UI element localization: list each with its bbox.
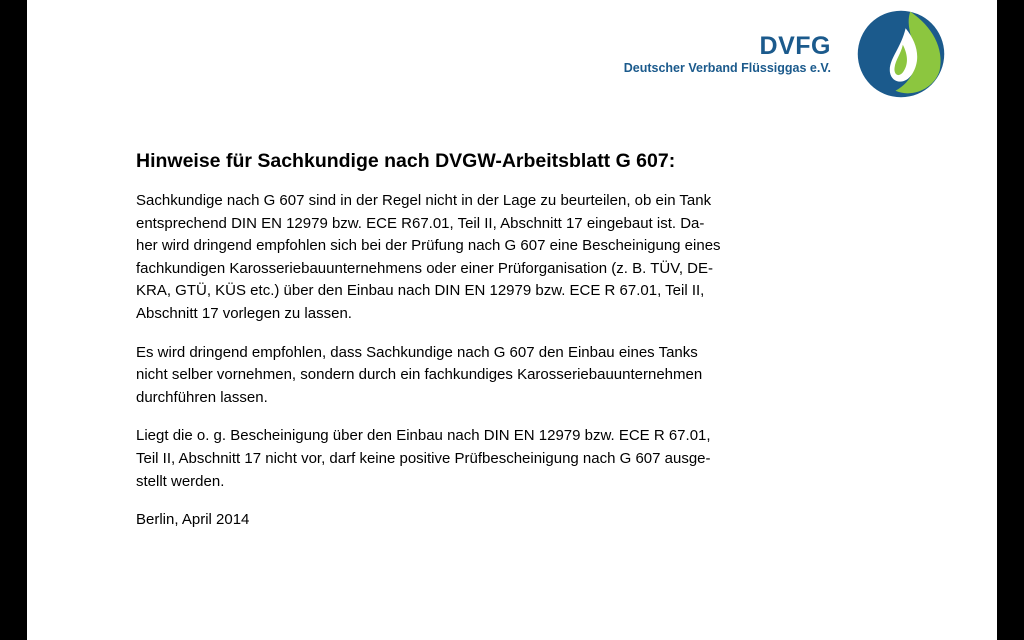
text-line: nicht selber vornehmen, sondern durch ein fachkundiges Karosseriebauunternehmen (136, 366, 703, 384)
text-line: Abschnitt 17 vorlegen zu lassen. (136, 304, 352, 322)
logo-acronym: DVFG (759, 32, 831, 60)
text-line: KRA, GTÜ, KÜS etc.) über den Einbau nach DIN EN 12979 bzw. ECE R 67.01, Teil II, (136, 282, 705, 300)
text-line: durchführen lassen. (136, 388, 268, 406)
dvfg-logo (623, 8, 947, 100)
gas-flame-logo-icon (855, 8, 947, 100)
document-content (136, 148, 796, 531)
text-line: her wird dringend empfohlen sich bei der Prüfung nach G 607 eine Bescheinigung eines (136, 237, 721, 255)
logo-wordmark (624, 32, 831, 76)
text-line: Liegt die o. g. Bescheinigung über den Einbau nach DIN EN 12979 bzw. ECE R 67.01, (136, 427, 711, 445)
text-line: stellt werden. (136, 472, 225, 490)
document-page (27, 0, 997, 640)
text-line: Teil II, Abschnitt 17 nicht vor, darf keine positive Prüfbescheinigung nach G 607 ausge- (136, 449, 711, 467)
closing-place-date: Berlin, April 2014 (136, 511, 250, 529)
logo-full-name: Deutscher Verband Flüssiggas e.V. (623, 61, 831, 75)
paragraph-tank-installation (136, 342, 796, 410)
paragraph-tank-certificate (136, 190, 796, 326)
text-line: Sachkundige nach G 607 sind in der Regel nicht in der Lage zu beurteilen, ob ein Tank (136, 192, 712, 209)
text-line: entsprechend DIN EN 12979 bzw. ECE R67.01, Teil II, Abschnitt 17 eingebaut ist. Da- (136, 214, 705, 232)
text-line: fachkundigen Karosseriebauunternehmens oder einer Prüforganisation (z. B. TÜV, DE- (136, 259, 713, 277)
document-title: Hinweise für Sachkundige nach DVGW-Arbeitsblatt G 607: (136, 150, 676, 172)
paragraph-missing-certificate (136, 425, 796, 493)
text-line: Es wird dringend empfohlen, dass Sachkundige nach G 607 den Einbau eines Tanks (136, 343, 698, 361)
